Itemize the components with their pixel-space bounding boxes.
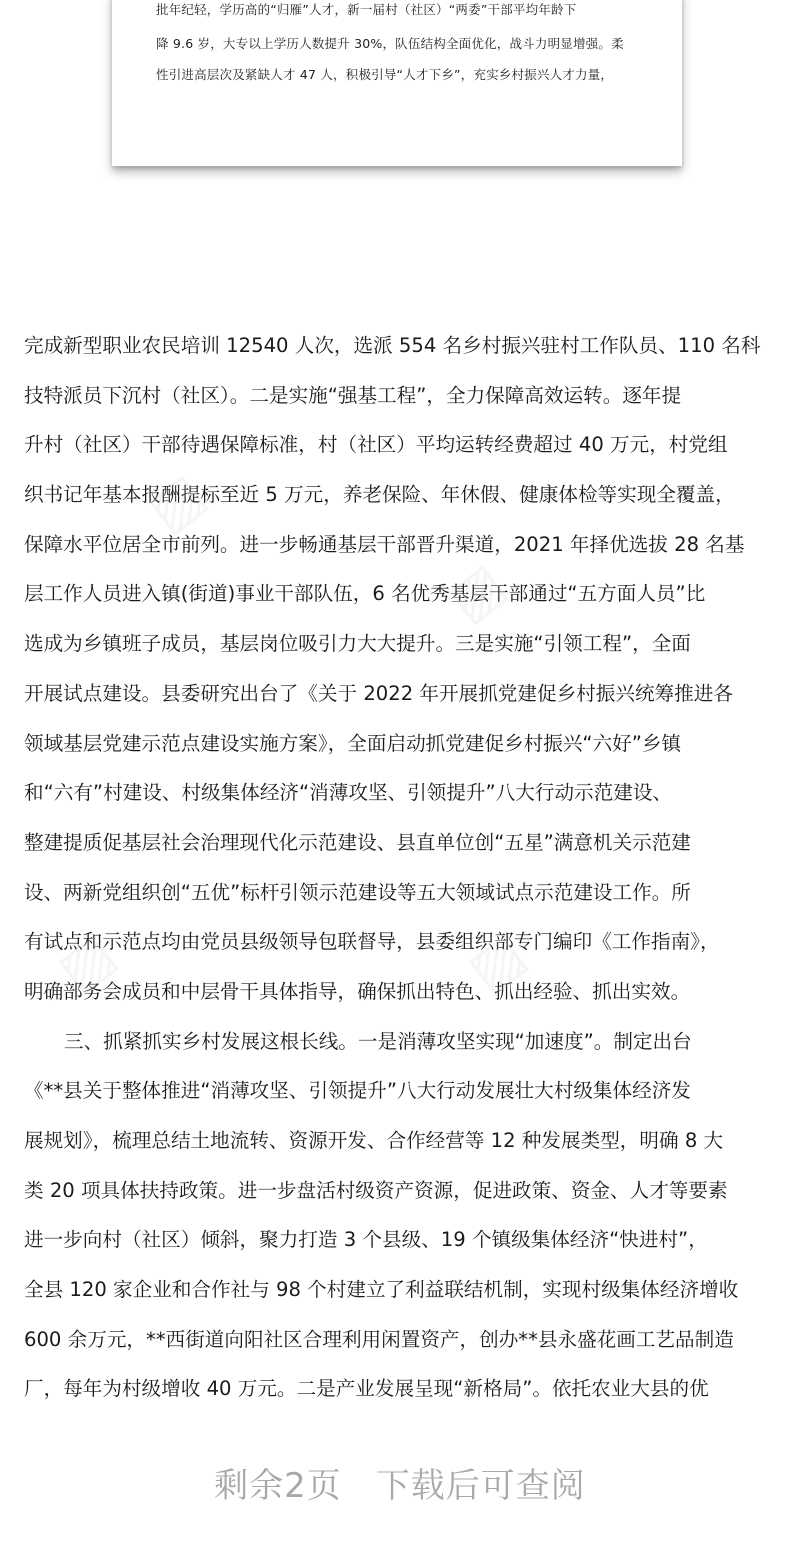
body-line: 类 20 项具体扶持政策。进一步盘活村级资产资源，促进政策、资金、人才等要素	[24, 1178, 728, 1202]
body-line: 织书记年基本报酬提标至近 5 万元，养老保险、年休假、健康体检等实现全覆盖，	[24, 483, 735, 507]
body-line: 进一步向村（社区）倾斜，聚力打造 3 个县级、19 个镇级集体经济“快进村”，	[24, 1228, 708, 1252]
body-line: 明确部务会成员和中层骨干具体指导，确保抓出特色、抓出经验、抓出实效。	[24, 979, 691, 1003]
body-line: 完成新型职业农民培训 12540 人次，选派 554 名乡村振兴驻村工作队员、110 名科	[24, 334, 761, 357]
body-line: 开展试点建设。县委研究出台了《关于 2022 年开展抓党建促乡村振兴统筹推进各	[24, 681, 733, 705]
download-to-view-label[interactable]: 下载后可查阅	[375, 1466, 586, 1506]
body-line: 层工作人员进入镇(街道)事业干部队伍，6 名优秀基层干部通过“五方面人员”比	[24, 582, 706, 606]
preview-card	[112, 0, 682, 166]
body-line: 保障水平位居全市前列。进一步畅通基层干部晋升渠道，2021 年择优选拔 28 名基	[24, 532, 745, 556]
body-line: 整建提质促基层社会治理现代化示范建设、县直单位创“五星”满意机关示范建	[24, 830, 691, 854]
remaining-pages-label: 剩余2页	[214, 1466, 342, 1506]
body-line: 有试点和示范点均由党员县级领导包联督导，县委组织部专门编印《工作指南》，	[24, 930, 720, 954]
body-line: 全县 120 家企业和合作社与 98 个村建立了利益联结机制，实现村级集体经济增收	[24, 1278, 739, 1302]
body-line: 和“六有”村建设、村级集体经济“消薄攻坚、引领提升”八大行动示范建设、	[24, 781, 673, 805]
body-line: 600 余万元，**西街道向阳社区合理利用闲置资产，创办**县永盛花画工艺品制造	[24, 1327, 734, 1351]
body-line: 选成为乡镇班子成员，基层岗位吸引力大大提升。三是实施“引领工程”，全面	[24, 632, 691, 656]
body-line: 《**县关于整体推进“消薄攻坚、引领提升”八大行动发展壮大村级集体经济发	[24, 1079, 691, 1103]
body-line: 展规划》，梳理总结土地流转、资源开发、合作经营等 12 种发展类型，明确 8 大	[24, 1129, 724, 1152]
body-line: 厂，每年为村级增收 40 万元。二是产业发展呈现“新格局”。依托农业大县的优	[24, 1377, 709, 1401]
preview-line: 批年纪轻，学历高的“归雁”人才，新一届村（社区）“两委”干部平均年龄下	[156, 2, 577, 17]
body-line: 设、两新党组织创“五优”标杆引领示范建设等五大领域试点示范建设工作。所	[24, 880, 691, 904]
body-line: 领域基层党建示范点建设实施方案》，全面启动抓党建促乡村振兴“六好”乡镇	[24, 731, 682, 755]
preview-line: 性引进高层次及紧缺人才 47 人，积极引导“人才下乡”，充实乡村振兴人才力量，	[156, 67, 614, 82]
document-body	[24, 328, 784, 1421]
watermark: ▨	[45, 920, 128, 1005]
download-prompt[interactable]	[0, 1458, 800, 1507]
watermark: ▨	[135, 460, 218, 545]
body-line: 技特派员下沉村（社区）。二是实施“强基工程”，全力保障高效运转。逐年提	[24, 383, 682, 407]
watermark: ▨	[455, 920, 538, 1005]
body-line: 升村（社区）干部待遇保障标准，村（社区）平均运转经费超过 40 万元，村党组	[24, 433, 728, 457]
watermark: ▨	[435, 550, 518, 635]
preview-line: 降 9.6 岁，大专以上学历人数提升 30%，队伍结构全面优化，战斗力明显增强。柔	[156, 36, 624, 51]
section-heading-line: 三、抓紧抓实乡村发展这根长线。一是消薄攻坚实现“加速度”。制定出台	[64, 1029, 692, 1053]
